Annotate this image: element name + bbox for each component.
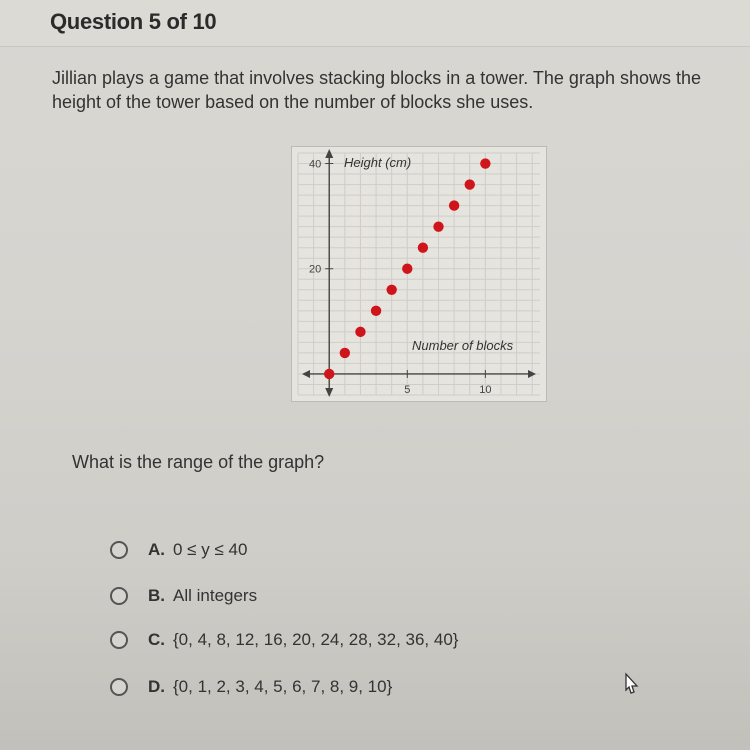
option-c-text: {0, 4, 8, 12, 16, 20, 24, 28, 32, 36, 40}	[173, 630, 459, 649]
y-tick-label: 40	[308, 158, 322, 171]
header-bar	[0, 0, 750, 47]
x-axis-label: Number of blocks	[412, 338, 514, 353]
scatter-chart	[291, 146, 547, 402]
chart-svg	[292, 147, 546, 401]
option-d-letter: D.	[148, 677, 165, 696]
x-tick-label: 10	[479, 383, 492, 396]
option-b-letter: B.	[148, 586, 165, 605]
mouse-cursor-icon	[620, 672, 644, 702]
data-point	[418, 242, 428, 252]
chart-ticks	[309, 159, 492, 396]
data-point	[340, 348, 350, 358]
option-c-letter: C.	[148, 630, 165, 649]
radio-d[interactable]	[110, 678, 128, 696]
option-d[interactable]	[110, 677, 392, 697]
chart-grid	[298, 153, 540, 395]
data-point	[465, 179, 475, 189]
y-tick-label: 20	[308, 263, 322, 276]
data-point	[386, 285, 396, 295]
x-tick-label: 5	[404, 383, 411, 396]
data-point	[324, 369, 334, 379]
radio-b[interactable]	[110, 587, 128, 605]
question-counter: Question 5 of 10	[50, 9, 217, 34]
question-prompt: Jillian plays a game that involves stacking blocks in a tower. The graph shows the height of the tower based on the number of blocks she uses.	[52, 68, 702, 112]
option-b-text: All integers	[173, 586, 258, 605]
option-a-letter: A.	[148, 540, 165, 559]
option-a-text: 0 ≤ y ≤ 40	[173, 540, 248, 559]
option-c[interactable]	[110, 630, 458, 650]
x-axis-arrow-left-icon	[302, 370, 310, 378]
radio-a[interactable]	[110, 541, 128, 559]
question-text: What is the range of the graph?	[72, 452, 325, 472]
data-point	[433, 221, 443, 231]
data-point	[355, 327, 365, 337]
y-axis-arrow-down-icon	[325, 388, 333, 397]
data-point	[371, 306, 381, 316]
option-b[interactable]	[110, 586, 257, 606]
data-point	[480, 158, 490, 168]
option-a[interactable]	[110, 540, 247, 560]
radio-c[interactable]	[110, 631, 128, 649]
data-point	[402, 264, 412, 274]
data-point	[449, 200, 459, 210]
option-d-text: {0, 1, 2, 3, 4, 5, 6, 7, 8, 9, 10}	[173, 677, 393, 696]
y-axis-label: Height (cm)	[344, 155, 412, 170]
